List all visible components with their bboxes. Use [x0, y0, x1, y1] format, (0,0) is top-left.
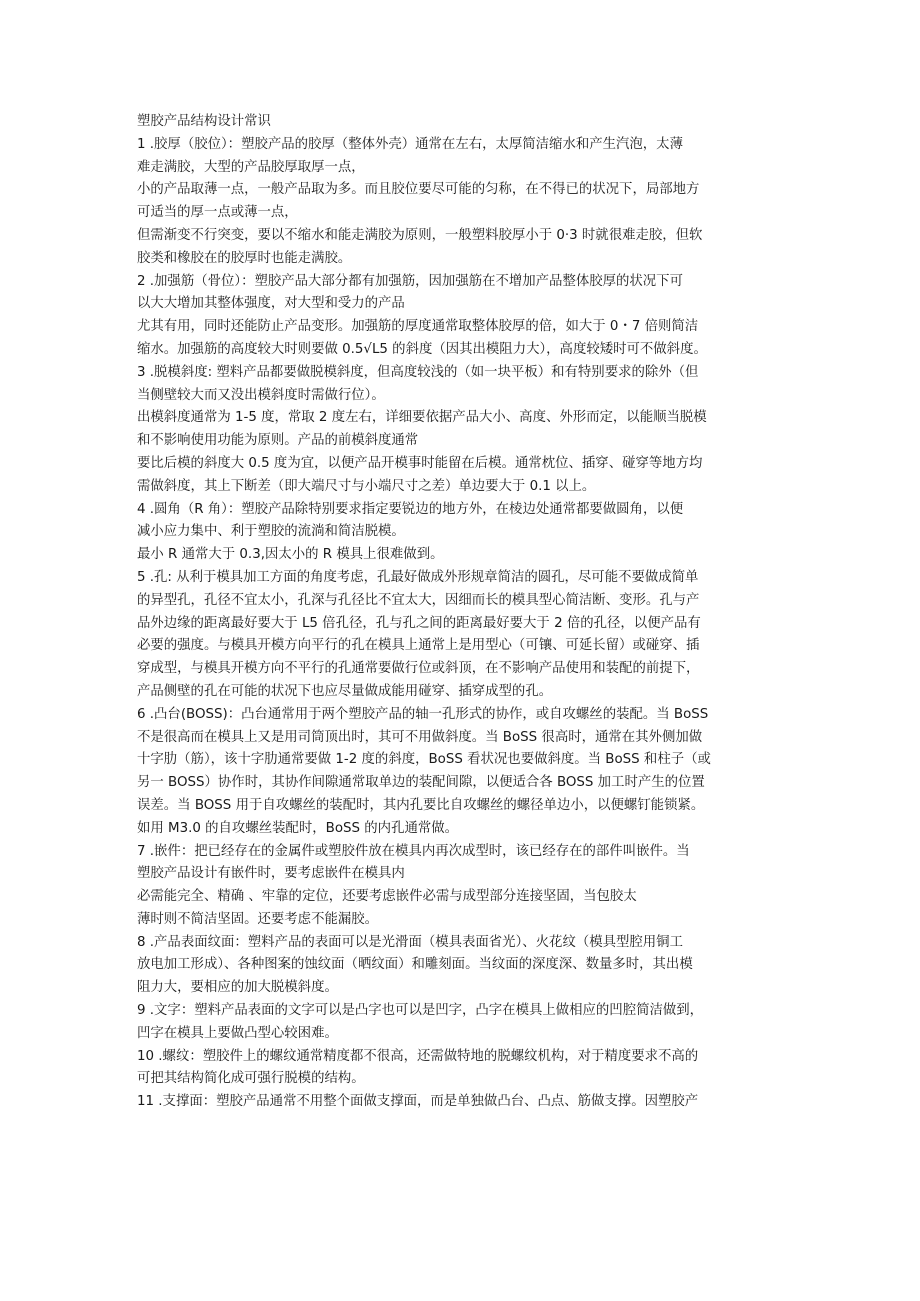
text-line: 穿成型，与模具开模方向不平行的孔通常要做行位或斜顶，在不影响产品使用和装配的前提下，	[137, 661, 700, 677]
document-lines	[137, 134, 787, 1114]
text-line: 可把其结构简化成可强行脱模的结构。	[137, 1071, 365, 1087]
text-line: 7 .嵌件：把已经存在的金属件或塑胶件放在模具内再次成型时，该已经存在的部件叫嵌件。当	[137, 843, 690, 859]
text-line: 9 .文字：塑料产品表面的文字可以是凸字也可以是凹字，凸字在模具上做相应的凹腔简洁做到，	[137, 1003, 704, 1019]
text-line: 8 .产品表面纹面：塑料产品的表面可以是光滑面（模具表面省光）、火花纹（模具型腔用铜工	[137, 934, 683, 950]
text-line: 必需能完全、精确 、牢靠的定位，还要考虑嵌件必需与成型部分连接坚固，当包胶太	[137, 889, 637, 905]
text-line: 误差。当 BOSS 用于自攻螺丝的装配时，其内孔要比自攻螺丝的螺径单边小，以便螺钉能锁紧。	[137, 797, 705, 813]
text-line: 品外边缘的距离最好要大于 L5 倍孔径，孔与孔之间的距离最好要大于 2 倍的孔径，以便产品有	[137, 615, 701, 631]
text-line: 4 .圆角（R 角）：塑胶产品除特别要求指定要锐边的地方外，在棱边处通常都要做圆角，以便	[137, 501, 684, 517]
text-line: 难走满胶，大型的产品胶厚取厚一点，	[137, 159, 365, 175]
text-line: 十字肋（筋），该十字肋通常要做 1-2 度的斜度，BoSS 看状况也要做斜度。当 BoSS 和柱子（或	[137, 752, 711, 768]
text-line: 阻力大，要相应的加大脱模斜度。	[137, 980, 338, 996]
text-line: 放电加工形成）、各种图案的蚀纹面（晒纹面）和雕刻面。当纹面的深度深、数量多时，其出模	[137, 957, 693, 973]
text-line: 薄时则不简洁坚固。还要考虑不能漏胶。	[137, 911, 379, 927]
text-line: 尤其有用，同时还能防止产品变形。加强筋的厚度通常取整体胶厚的倍，如大于 0・7 倍则简洁	[137, 319, 699, 335]
text-line: 但需渐变不行突变，要以不缩水和能走满胶为原则，一般塑料胶厚小于 0·3 时就很难走胶，但软	[137, 227, 703, 243]
text-line: 胶类和橡胶在的胶厚时也能走满胶。	[137, 250, 352, 266]
text-line: 和不影响使用功能为原则。产品的前模斜度通常	[137, 433, 419, 449]
text-line: 5 .孔: 从利于模具加工方面的角度考虑，孔最好做成外形规章简洁的圆孔，尽可能不要做成简单	[137, 569, 699, 585]
text-line: 小的产品取薄一点，一般产品取为多。而且胶位要尽可能的匀称，在不得已的状况下，局部地方	[137, 182, 700, 198]
text-line: 1 .胶厚（胶位）：塑胶产品的胶厚（整体外壳）通常在左右，太厚简洁缩水和产生汽泡，太薄	[137, 136, 683, 152]
text-line: 凹字在模具上要做凸型心较困难。	[137, 1025, 338, 1041]
document-body	[137, 111, 787, 1114]
text-line: 产品侧壁的孔在可能的状况下也应尽量做成能用碰穿、插穿成型的孔。	[137, 683, 553, 699]
text-line: 需做斜度，其上下断差（即大端尺寸与小端尺寸之差）单边要大于 0.1 以上。	[137, 478, 596, 494]
text-line: 塑胶产品设计有嵌件时，要考虑嵌件在模具内	[137, 866, 405, 882]
document-title: 塑胶产品结构设计常识	[137, 114, 271, 129]
text-line: 另一 BOSS）协作时，其协作间隙通常取单边的装配间隙，以便适合各 BOSS 加工时产生的位置	[137, 775, 705, 791]
text-line: 当侧壁较大而又没出模斜度时需做行位）。	[137, 387, 385, 403]
text-line: 可适当的厚一点或薄一点，	[137, 205, 298, 221]
text-line: 出模斜度通常为 1-5 度，常取 2 度左右，详细要依据产品大小、高度、外形而定，以能顺当脱模	[137, 410, 707, 426]
text-line: 2 .加强筋（骨位）：塑胶产品大部分都有加强筋，因加强筋在不增加产品整体胶厚的状况下可	[137, 273, 683, 289]
text-line: 以大大增加其整体强度，对大型和受力的产品	[137, 296, 405, 312]
text-line: 缩水。加强筋的高度较大时则要做 0.5√L5 的斜度（因其出模阻力大），高度较矮时可不做斜度。	[137, 341, 707, 357]
text-line: 最小 R 通常大于 0.3,因太小的 R 模具上很难做到。	[137, 547, 444, 563]
text-line: 必要的强度。与模具开模方向平行的孔在模具上通常上是用型心（可镶、可延长留）或碰穿、插	[137, 638, 700, 654]
text-line: 11 .支撑面：塑胶产品通常不用整个面做支撑面，而是单独做凸台、凸点、筋做支撑。因塑胶产	[137, 1094, 699, 1110]
text-line: 3 .脱模斜度: 塑料产品都要做脱模斜度，但高度较浅的（如一块平板）和有特别要求的除外（但	[137, 364, 699, 380]
text-line: 要比后模的斜度大 0.5 度为宜，以便产品开模事时能留在后模。通常枕位、插穿、碰穿等地方均	[137, 455, 703, 471]
text-line: 不是很高而在模具上又是用司筒顶出时，其可不用做斜度。当 BoSS 很高时，通常在其外侧加做	[137, 729, 703, 745]
text-line: 的异型孔，孔径不宜太小，孔深与孔径比不宜太大，因细而长的模具型心简洁断、变形。孔与产	[137, 592, 700, 608]
text-line: 减小应力集中、利于塑胶的流淌和简洁脱模。	[137, 524, 405, 540]
text-line: 如用 M3.0 的自攻螺丝装配时，BoSS 的内孔通常做。	[137, 820, 459, 836]
text-line: 10 .螺纹：塑胶件上的螺纹通常精度都不很高，还需做特地的脱螺纹机构，对于精度要求不高的	[137, 1048, 699, 1064]
text-line: 6 .凸台(BOSS)：凸台通常用于两个塑胶产品的轴一孔形式的协作，或自攻螺丝的装配。当 BoSS	[137, 706, 709, 722]
